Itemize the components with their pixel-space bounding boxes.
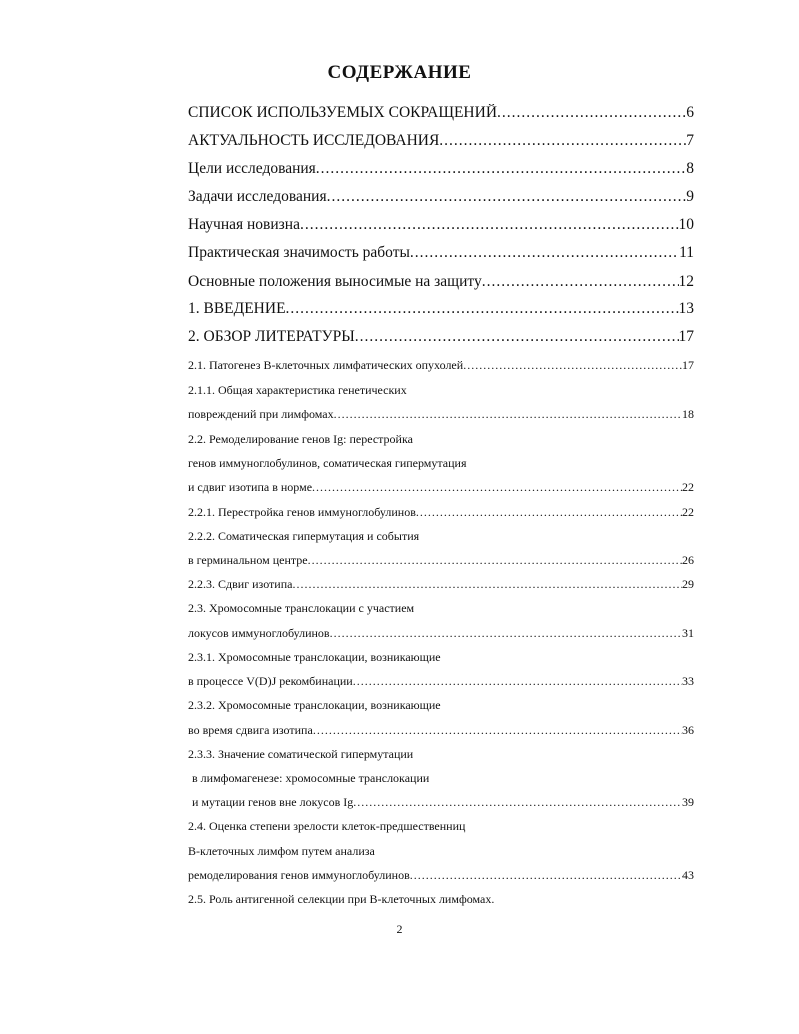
toc-entry bbox=[188, 892, 694, 907]
toc-entry-title: 2.2.1. Перестройка генов иммуноглобулинов bbox=[188, 505, 416, 519]
dot-leader bbox=[353, 674, 682, 689]
toc-entry bbox=[188, 480, 694, 495]
toc-entry-title: 2.3.2. Хромосомные транслокации, возникающие bbox=[188, 698, 441, 712]
toc-entry-page: 13 bbox=[678, 300, 694, 317]
dot-leader bbox=[286, 300, 679, 318]
dot-leader bbox=[292, 577, 682, 592]
toc-entry bbox=[188, 626, 694, 641]
toc-entry-title: Практическая значимость работы bbox=[188, 244, 410, 261]
dot-leader bbox=[463, 358, 682, 373]
toc-entry-title: Цели исследования bbox=[188, 160, 316, 177]
dot-leader bbox=[439, 132, 686, 150]
dot-leader bbox=[330, 626, 682, 641]
toc-entry-title: АКТУАЛЬНОСТЬ ИССЛЕДОВАНИЯ bbox=[188, 132, 440, 149]
toc-entry-page: 18 bbox=[682, 407, 694, 421]
toc-entry-title: 2.2. Ремоделирование генов Ig: перестройка bbox=[188, 432, 413, 446]
dot-leader bbox=[300, 216, 679, 234]
dot-leader bbox=[353, 795, 682, 810]
dot-leader bbox=[410, 244, 679, 262]
toc-entry bbox=[188, 273, 694, 291]
toc-entry-title: повреждений при лимфомах bbox=[188, 407, 334, 421]
toc-entry-page: 6 bbox=[686, 104, 694, 121]
dot-leader bbox=[316, 160, 686, 178]
dot-leader bbox=[416, 505, 682, 520]
toc-entry-title: 2.1. Патогенез В-клеточных лимфатических опухолей bbox=[188, 358, 464, 372]
toc-entry bbox=[188, 819, 694, 834]
toc-entry bbox=[188, 188, 694, 206]
dot-leader bbox=[308, 553, 682, 568]
dot-leader bbox=[355, 328, 679, 346]
toc-entry bbox=[188, 244, 694, 262]
toc-entry-title: Основные положения выносимые на защиту bbox=[188, 273, 482, 290]
toc-entry bbox=[188, 505, 694, 520]
toc-entry bbox=[188, 868, 694, 883]
toc-entry-title: 2.4. Оценка степени зрелости клеток-предшественниц bbox=[188, 819, 466, 833]
toc-entry bbox=[188, 216, 694, 234]
toc-entry-page: 8 bbox=[686, 160, 694, 177]
toc-entry-page: 10 bbox=[678, 216, 694, 233]
toc-entry-page: 9 bbox=[686, 188, 694, 205]
dot-leader bbox=[410, 868, 682, 883]
toc-entry bbox=[188, 407, 694, 422]
toc-entry-page: 26 bbox=[682, 553, 694, 567]
toc-entry bbox=[188, 104, 694, 122]
toc-entry-title: в процессе V(D)J рекомбинации bbox=[188, 674, 353, 688]
toc-entry-page: 17 bbox=[682, 358, 694, 372]
page-title: СОДЕРЖАНИЕ bbox=[327, 62, 472, 83]
toc-entry bbox=[188, 601, 694, 616]
toc-entry bbox=[188, 529, 694, 544]
toc-entry-page: 22 bbox=[682, 505, 694, 519]
toc-entry-title: Научная новизна bbox=[188, 216, 300, 233]
dot-leader bbox=[312, 480, 682, 495]
toc-entry-title: локусов иммуноглобулинов bbox=[188, 626, 330, 640]
toc-entry-title: 2.2.3. Сдвиг изотипа bbox=[188, 577, 293, 591]
toc-entry-page: 22 bbox=[682, 480, 694, 494]
dot-leader bbox=[327, 188, 687, 206]
toc-entry bbox=[188, 844, 694, 859]
toc-entry-title: 1. ВВЕДЕНИЕ bbox=[188, 300, 286, 317]
toc-entry bbox=[188, 577, 694, 592]
toc-entry bbox=[192, 795, 694, 810]
dot-leader bbox=[482, 273, 679, 291]
toc-entry-title: во время сдвига изотипа bbox=[188, 723, 313, 737]
toc-entry bbox=[188, 553, 694, 568]
toc-entry bbox=[188, 160, 694, 178]
toc-entry-title: в герминальном центре bbox=[188, 553, 308, 567]
toc-entry bbox=[188, 383, 694, 398]
toc-entry-title: СПИСОК ИСПОЛЬЗУЕМЫХ СОКРАЩЕНИЙ bbox=[188, 104, 498, 121]
page-number: 2 bbox=[396, 922, 403, 936]
toc-entry-page: 29 bbox=[682, 577, 694, 591]
toc-entry-title: ремоделирования генов иммуноглобулинов bbox=[188, 868, 410, 882]
toc-entry bbox=[192, 771, 694, 786]
toc-entry-page: 36 bbox=[682, 723, 694, 737]
toc-entry bbox=[188, 132, 694, 150]
toc-entry-page: 12 bbox=[678, 273, 694, 290]
toc-entry bbox=[188, 723, 694, 738]
toc-entry-page: 33 bbox=[682, 674, 694, 688]
dot-leader bbox=[497, 104, 686, 122]
dot-leader bbox=[334, 407, 682, 422]
toc-entry-title: Задачи исследования bbox=[188, 188, 327, 205]
toc-entry-title: В-клеточных лимфом путем анализа bbox=[188, 844, 375, 858]
toc-entry bbox=[188, 747, 694, 762]
toc-entry-title: 2.3.3. Значение соматической гипермутации bbox=[188, 747, 414, 761]
toc-entry-title: в лимфомагенезе: хромосомные транслокации bbox=[192, 771, 430, 785]
toc-entry-title: 2.3.1. Хромосомные транслокации, возникающие bbox=[188, 650, 441, 664]
toc-entry-title: 2.5. Роль антигенной селекции при В-клеточных лимфомах. bbox=[188, 892, 495, 906]
toc-entry bbox=[188, 456, 694, 471]
toc-entry-page: 31 bbox=[682, 626, 694, 640]
toc-entry bbox=[188, 300, 694, 318]
toc-entry-title: 2.1.1. Общая характеристика генетических bbox=[188, 383, 407, 397]
toc-entry-page: 39 bbox=[682, 795, 694, 809]
toc-entry bbox=[188, 358, 694, 373]
toc-entry bbox=[188, 650, 694, 665]
toc-entry-page: 17 bbox=[678, 328, 694, 345]
toc-entry-title: 2.2.2. Соматическая гипермутация и события bbox=[188, 529, 420, 543]
toc-entry-page: 11 bbox=[679, 244, 694, 261]
toc-entry bbox=[188, 328, 694, 346]
toc-entry-page: 7 bbox=[686, 132, 694, 149]
dot-leader bbox=[313, 723, 682, 738]
toc-entry-title: и мутации генов вне локусов Ig bbox=[192, 795, 354, 809]
toc-entry bbox=[188, 432, 694, 447]
toc-entry-title: 2. ОБЗОР ЛИТЕРАТУРЫ bbox=[188, 328, 355, 345]
toc-entry-title: генов иммуноглобулинов, соматическая гипермутация bbox=[188, 456, 467, 470]
toc-entry-title: и сдвиг изотипа в норме bbox=[188, 480, 313, 494]
toc-entry bbox=[188, 698, 694, 713]
toc-entry bbox=[188, 674, 694, 689]
toc-entry-page: 43 bbox=[682, 868, 694, 882]
toc-entry-title: 2.3. Хромосомные транслокации с участием bbox=[188, 601, 415, 615]
